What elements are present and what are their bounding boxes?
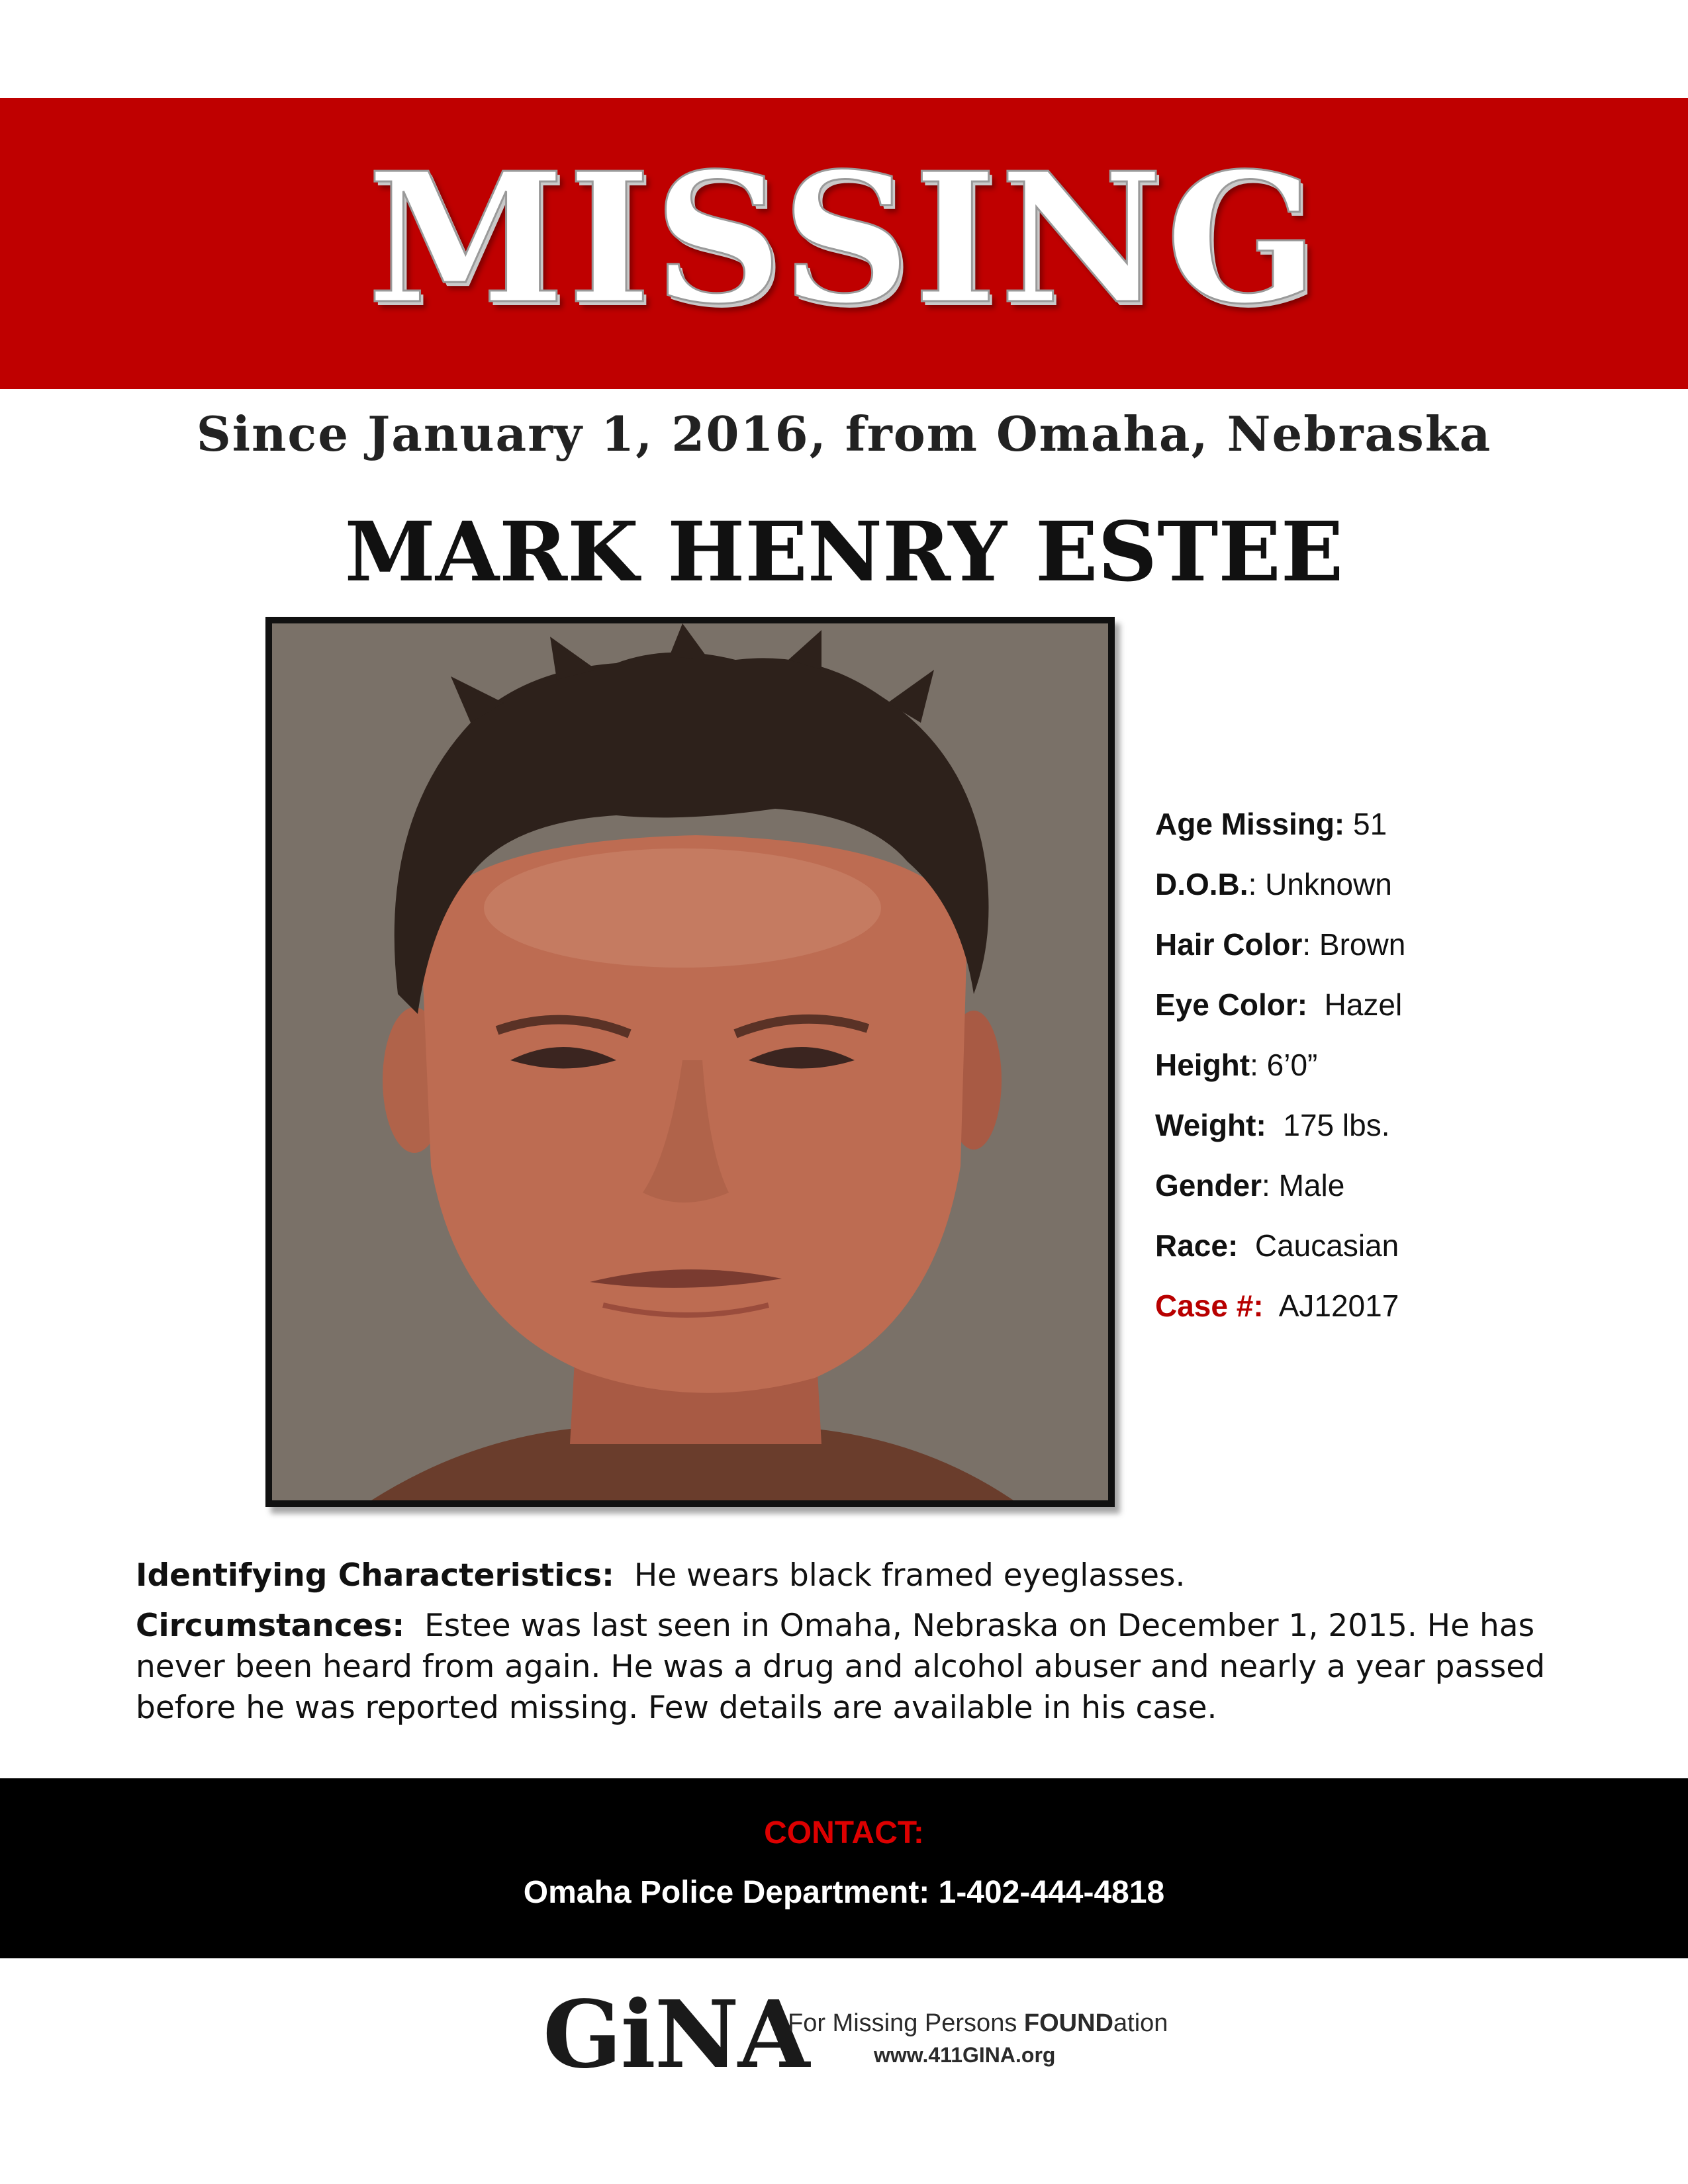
contact-title: CONTACT: [764,1815,924,1850]
fact-label: Eye Color: [1155,987,1308,1022]
circumstances-text: Estee was last seen in Omaha, Nebraska on December 1, 2015. He has never been heard from again. He was a drug and alcohol abuser and nearly a year passed before he was reported missing. Few details are available in his case. [136,1608,1546,1726]
fact-label: Case #: [1155,1289,1264,1323]
fact-hair-color [1155,918,1632,978]
circumstances-label: Circumstances: [136,1608,405,1644]
fact-label: Weight: [1155,1108,1266,1142]
case-details [136,1555,1579,1738]
fact-value: Hazel [1324,987,1403,1022]
fact-case-number [1155,1279,1632,1340]
logo-tagline [788,2009,1168,2038]
fact-weight [1155,1099,1632,1159]
logo-letters: NA [654,1981,809,2089]
fact-height [1155,1038,1632,1099]
fact-label: Gender [1155,1168,1262,1203]
fact-gender [1155,1159,1632,1219]
tagline-part: ation [1113,2009,1168,2037]
fact-value: : Male [1262,1168,1345,1203]
fact-label: D.O.B. [1155,867,1248,901]
identifying-text: He wears black framed eyeglasses. [633,1557,1186,1594]
fact-value: 175 lbs. [1283,1108,1390,1142]
contact-bar [0,1778,1688,1958]
circumstances [136,1606,1579,1729]
person-photo-illustration [272,623,1108,1500]
fact-value: : Brown [1302,927,1406,962]
person-photo [265,617,1115,1507]
fact-value: AJ12017 [1278,1289,1399,1323]
fact-value: Caucasian [1254,1228,1399,1263]
logo-letter: G [543,1981,621,2089]
fact-eye-color [1155,978,1632,1038]
fact-value: : Unknown [1248,867,1392,901]
fact-value: 51 [1353,807,1387,841]
fact-label: Hair Color [1155,927,1303,962]
identifying-characteristics [136,1555,1579,1596]
identifying-label: Identifying Characteristics: [136,1557,614,1594]
missing-since-line: Since January 1, 2016, from Omaha, Nebraska [196,406,1492,462]
missing-title: MISSING [367,133,1321,343]
fact-label: Age Missing: [1155,807,1345,841]
fact-race [1155,1219,1632,1279]
fact-age-missing [1155,797,1632,858]
contact-phone-line: Omaha Police Department: 1-402-444-4818 [523,1875,1165,1910]
fact-dob [1155,858,1632,918]
gina-wordmark [543,1981,809,2089]
person-pin-icon: i [620,1981,655,2089]
fact-label: Race: [1155,1228,1239,1263]
tagline-part: For Missing Persons [788,2009,1024,2037]
physical-description [1155,797,1632,1340]
person-name: MARK HENRY ESTEE [344,504,1344,600]
fact-label: Height [1155,1048,1250,1082]
fact-value: : 6’0” [1250,1048,1318,1082]
tagline-emphasis: FOUND [1023,2009,1113,2037]
gina-logo [543,1981,1205,2089]
logo-url[interactable]: www.411GINA.org [874,2043,1056,2067]
